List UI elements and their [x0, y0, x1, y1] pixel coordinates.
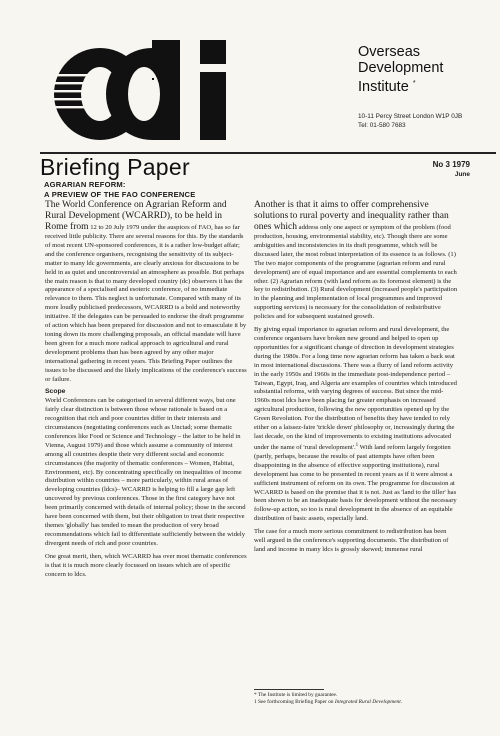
issue-number: No 3 1979 [432, 160, 470, 169]
solutions-body: address only one aspect or symptom of the problem (food production, housing, environmental stability, etc). Though there are some ambiguities and inconsistencies in its draft programme, which will be discussed later, the most robust interpretation of its essence is as follows. (1) The two major components of the programme (agrarian reform and rural development) are of equal importance and are essential complements to each other. (2) Agrarian reform (with land reform as its foremost element) is the key to redistribution. (3) Rural development (increased people's participation in the planning and implementation of local programmes and improved supporting services) is necessary for the consolidation of redistributive policies and for subsequent sustained growth. [254, 224, 458, 321]
scope-paragraph: World Conferences can be categorised in several different ways, but one fairly clear distinction is between those whose rationale is based on a recognition that rich and poor countries differ in their interests and circumstances (negotiating conferences such as Unctad; some thematic conferences like Food or Science and Technology – the latter to be held in Vienna, August 1979) and those which assume a community of interest among all countries despite their very different social and economic circumstances (the majority of thematic conferences – Women, Habitat, Environment, etc). By concentrating specifically on inequalities of income distribution within countries – more particularly, within rural areas of developing countries (ldcs)– WCARRD is helping to fill a large gap left uncovered by previous conferences. Those in the first category have not been primarily concerned with details of internal policy; those in the second have been concerned with them, but their obligation to treat their respective themes 'globally' has tended to mean the production of very broad recommendations which fail to differentiate sufficiently between the widely divergent needs of rich and poor countries. [45, 397, 246, 547]
page-title: Briefing Paper [40, 154, 190, 180]
footnote-star: * The Institute is limited by guarantee. [254, 692, 338, 698]
right-column [254, 200, 458, 559]
intro-body: 12 to 20 July 1979 under the auspices of FAO, has so far received little publicity. There are several reasons for this. By the standards of most recent UN-sponsored conferences, it is a rather low-budget affair; and the conference organisers, recognising the sensitivity of its subject-matter to many ldc governments, are clearly anxious for discussions to be held in as quiet and uncontroversial an atmosphere as possible. But perhaps the main reason is that to many developed country (dc) observers it has the appearance of a specialised and esoteric conference, of no immediate relevance to them. This neglect is unfortunate. Compared with many of its more loudly publicised predecessors, WCARRD is a bold and noteworthy initiative. If the delegates can be persuaded to endorse the draft programme of action which has been prepared for discussion and not to emasculate it by toning down its more challenging proposals, an official mandate will have been given for a much more radical approach to agricultural and rural development problems than has been agreed by any other major international gathering in recent years. This Briefing Paper outlines the issues to be discussed and the likely implications of the conference's success or failure. [45, 224, 247, 383]
guarantee-mark: * [412, 80, 416, 87]
redistribution-paragraph: The case for a much more serious commitment to redistribution has been well argued in the conference's supporting documents. The distribution of land and income in many ldcs is grossly skewed; immense rural [254, 528, 449, 553]
footnote-ref-1: 1 [355, 442, 359, 448]
subtitle-line1: AGRARIAN REFORM: [44, 180, 126, 189]
telephone: Tel: 01-580 7683 [358, 122, 406, 129]
equal-importance-body: By giving equal importance to agrarian reform and rural development, the conference organisers have broken new ground and helped to open up opportunities for a significant change of direction in development strategies during the 1980s. For a long time now agrarian reform has taken a back seat in most international discussions. There was a flurry of land reform activity in the early 1950s and 1960s in the immediate post-independence period – Taiwan, Egypt, Iraq, and Algeria are examples of countries which introduced substantial reforms, with varying degrees of success. But since the mid-1960s most ldcs have been placing far greater emphasis on increased agricultural production, following the new opportunities opened up by the Green Revolution. For the distribution of benefits they have tended to rely either on a laissez-faire 'trickle down' philosophy or, increasingly during the last decade, on the kind of improvements to existing institutions advocated under the name of 'rural development'. [254, 326, 457, 452]
solutions-intro: Another is that it aims to offer comprehensive solutions [254, 200, 429, 221]
intro-lead: The World Conference on Agrarian Reform and Rural Development (WCARRD), to be held in Rome from [45, 200, 227, 232]
odi-logo [52, 38, 262, 146]
org-name-line2: Development [358, 60, 444, 76]
org-name-line1: Overseas [358, 44, 421, 60]
org-name [358, 44, 493, 95]
merit-paragraph: One great merit, then, which WCARRD has over most thematic conferences is that it is much more clearly focussed on issues which are of specific concern to ldcs. [45, 552, 247, 578]
footnote-1-title: Integrated Rural Development [334, 699, 401, 705]
equal-importance-tail: With land reform largely forgotten (partly, perhaps, because the results of past attempts have often been disappointing in the absence of effective supporting institutions), rural development has come to be presented in recent years as if it were almost a sufficient instrument of reform on its own. The programme for discussion at WCARRD is based on the premise that it is not. Just as 'land to the tiller' has been shown to be an inadequate basis for development without the necessary follow-up action, so too is rural development in the absence of an equitable distribution of basic assets, especially land. [254, 444, 457, 523]
subtitle-line2: A PREVIEW OF THE FAO CONFERENCE [44, 189, 196, 199]
equal-importance-paragraph [254, 326, 458, 524]
solutions-paragraph [254, 200, 458, 322]
footnote-rule [254, 689, 324, 690]
left-column [45, 200, 247, 583]
intro-paragraph [45, 200, 247, 384]
solutions-lead: to rural poverty and inequality rather than ones which [254, 211, 449, 232]
article-subtitle [44, 180, 284, 199]
org-name-line3: Institute * [358, 78, 416, 95]
footnotes [254, 692, 464, 706]
issue-date: June [454, 171, 470, 178]
address: 10-11 Percy Street London W1P 0JB [358, 113, 463, 120]
scope-heading: Scope [45, 388, 66, 396]
address-block [358, 112, 498, 130]
footnote-1: 1 See forthcoming Briefing Paper on Integrated Rural Development. [254, 699, 403, 705]
